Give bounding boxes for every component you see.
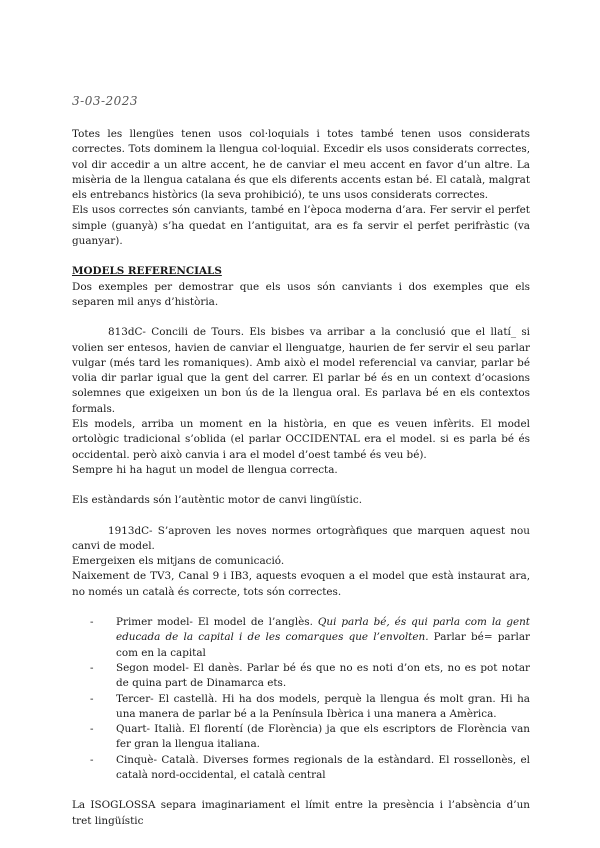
paragraph-estandards: Els estàndards són l’autèntic motor de canvi lingüístic. [72, 494, 362, 507]
list-item-model-catala [116, 753, 530, 784]
model-text: Quart- Italià. El florentí (de Florència) ja que els escriptors de Florència van fer gran la llengua italiana. [116, 723, 530, 751]
paragraph-model-correcte: Sempre hi ha hagut un model de llengua correcta. [72, 463, 338, 476]
models-list [72, 615, 530, 783]
paragraph-intro: Totes les llengües tenen usos col·loquials i totes també tenen usos considerats correctes. Tots dominem la llengua col·loquial. Excedir els usos considerats correctes, vol dir accedir a un altre accent, he de canviar el meu accent en favor d’un altre. La misèria de la llengua catalana és que els diferents accents estan bé. El català, malgrat els entrebancs històrics (la seva prohibició), te uns usos considerats correctes. [72, 128, 530, 202]
paragraph-tv3: Naixement de TV3, Canal 9 i IB3, aquests evoquen a el model que està instaurat ara, no només un català és correcte, tots són correctes. [72, 570, 530, 598]
model-text: Cinquè- Català. Diverses formes regionals de la estàndard. El rossellonès, el català nord-occidental, el català central [116, 753, 530, 781]
list-item-model-angles [116, 615, 530, 661]
document-body [72, 127, 530, 829]
paragraph-normes-1913: 1913dC- S’aproven les noves normes ortogràfiques que marquen aquest nou canvi de model. [72, 524, 530, 552]
list-item-model-italia [116, 722, 530, 753]
model-quote: Qui parla bé, és qui parla com la gent educada de la capital i de les comarques que l’envolten. [116, 616, 530, 644]
model-tail: Parlar bé= parlar com en la capital [116, 631, 530, 659]
paragraph-exemples: Dos exemples per demostrar que els usos són canviants i dos exemples que els separen mil anys d’història. [72, 280, 530, 308]
spacer [72, 509, 530, 524]
paragraph-concili-tours: 813dC- Concili de Tours. Els bisbes va arribar a la conclusió que el llatí_ si volien ser entesos, havien de canviar el llenguatge, haurien de fer servir el seu parlar vulgar (més tard les romaniques). Amb això el model referencial va canviar, parlar bé volia dir parlar igual que la gent del carrer. El parlar bé és en un context d’ocasions solemnes que exigeixen un bon ús de la llengua oral. Es parlava bé en els contextos formals. [72, 326, 530, 415]
section-heading: MODELS REFERENCIALS [72, 265, 222, 278]
spacer [72, 783, 530, 798]
spacer [72, 310, 530, 325]
paragraph-usos-correctes: Els usos correctes són canviants, també en l’època moderna d’ara. Fer servir el perfet simple (guanyà) s’ha quedat en l’antiguitat, ara es fa servir el perfet perifràstic (va guanyar). [72, 204, 530, 248]
spacer [72, 249, 530, 264]
paragraph-isoglossa: La ISOGLOSSA separa imaginariament el límit entre la presència i l’absència d’un tret lingüístic [72, 799, 530, 827]
paragraph-models-historia: Els models, arriba un moment en la història, en que es veuen infèrits. El model ortològic tradicional s’oblida (el parlar OCCIDENTAL era el model. si es parla bé és occidental. però això canvia i ara el model d’oest també és veu bé). [72, 418, 530, 461]
document-date: 3-03-2023 [72, 94, 139, 108]
model-text: Primer model- El model de l’anglès. [116, 616, 318, 629]
list-item-model-danes [116, 661, 530, 692]
model-text: Tercer- El castellà. Hi ha dos models, perquè la llengua és molt gran. Hi ha una manera de parlar bé a la Península Ibèrica i una manera a Amèrica. [116, 692, 530, 720]
spacer [72, 478, 530, 493]
model-text: Segon model- El danès. Parlar bé és que no es noti d’on ets, no es pot notar de quina part de Dinamarca ets. [116, 661, 530, 690]
paragraph-mitjans: Emergeixen els mitjans de comunicació. [72, 555, 285, 568]
list-item-model-castella [116, 692, 530, 723]
spacer [72, 600, 530, 615]
